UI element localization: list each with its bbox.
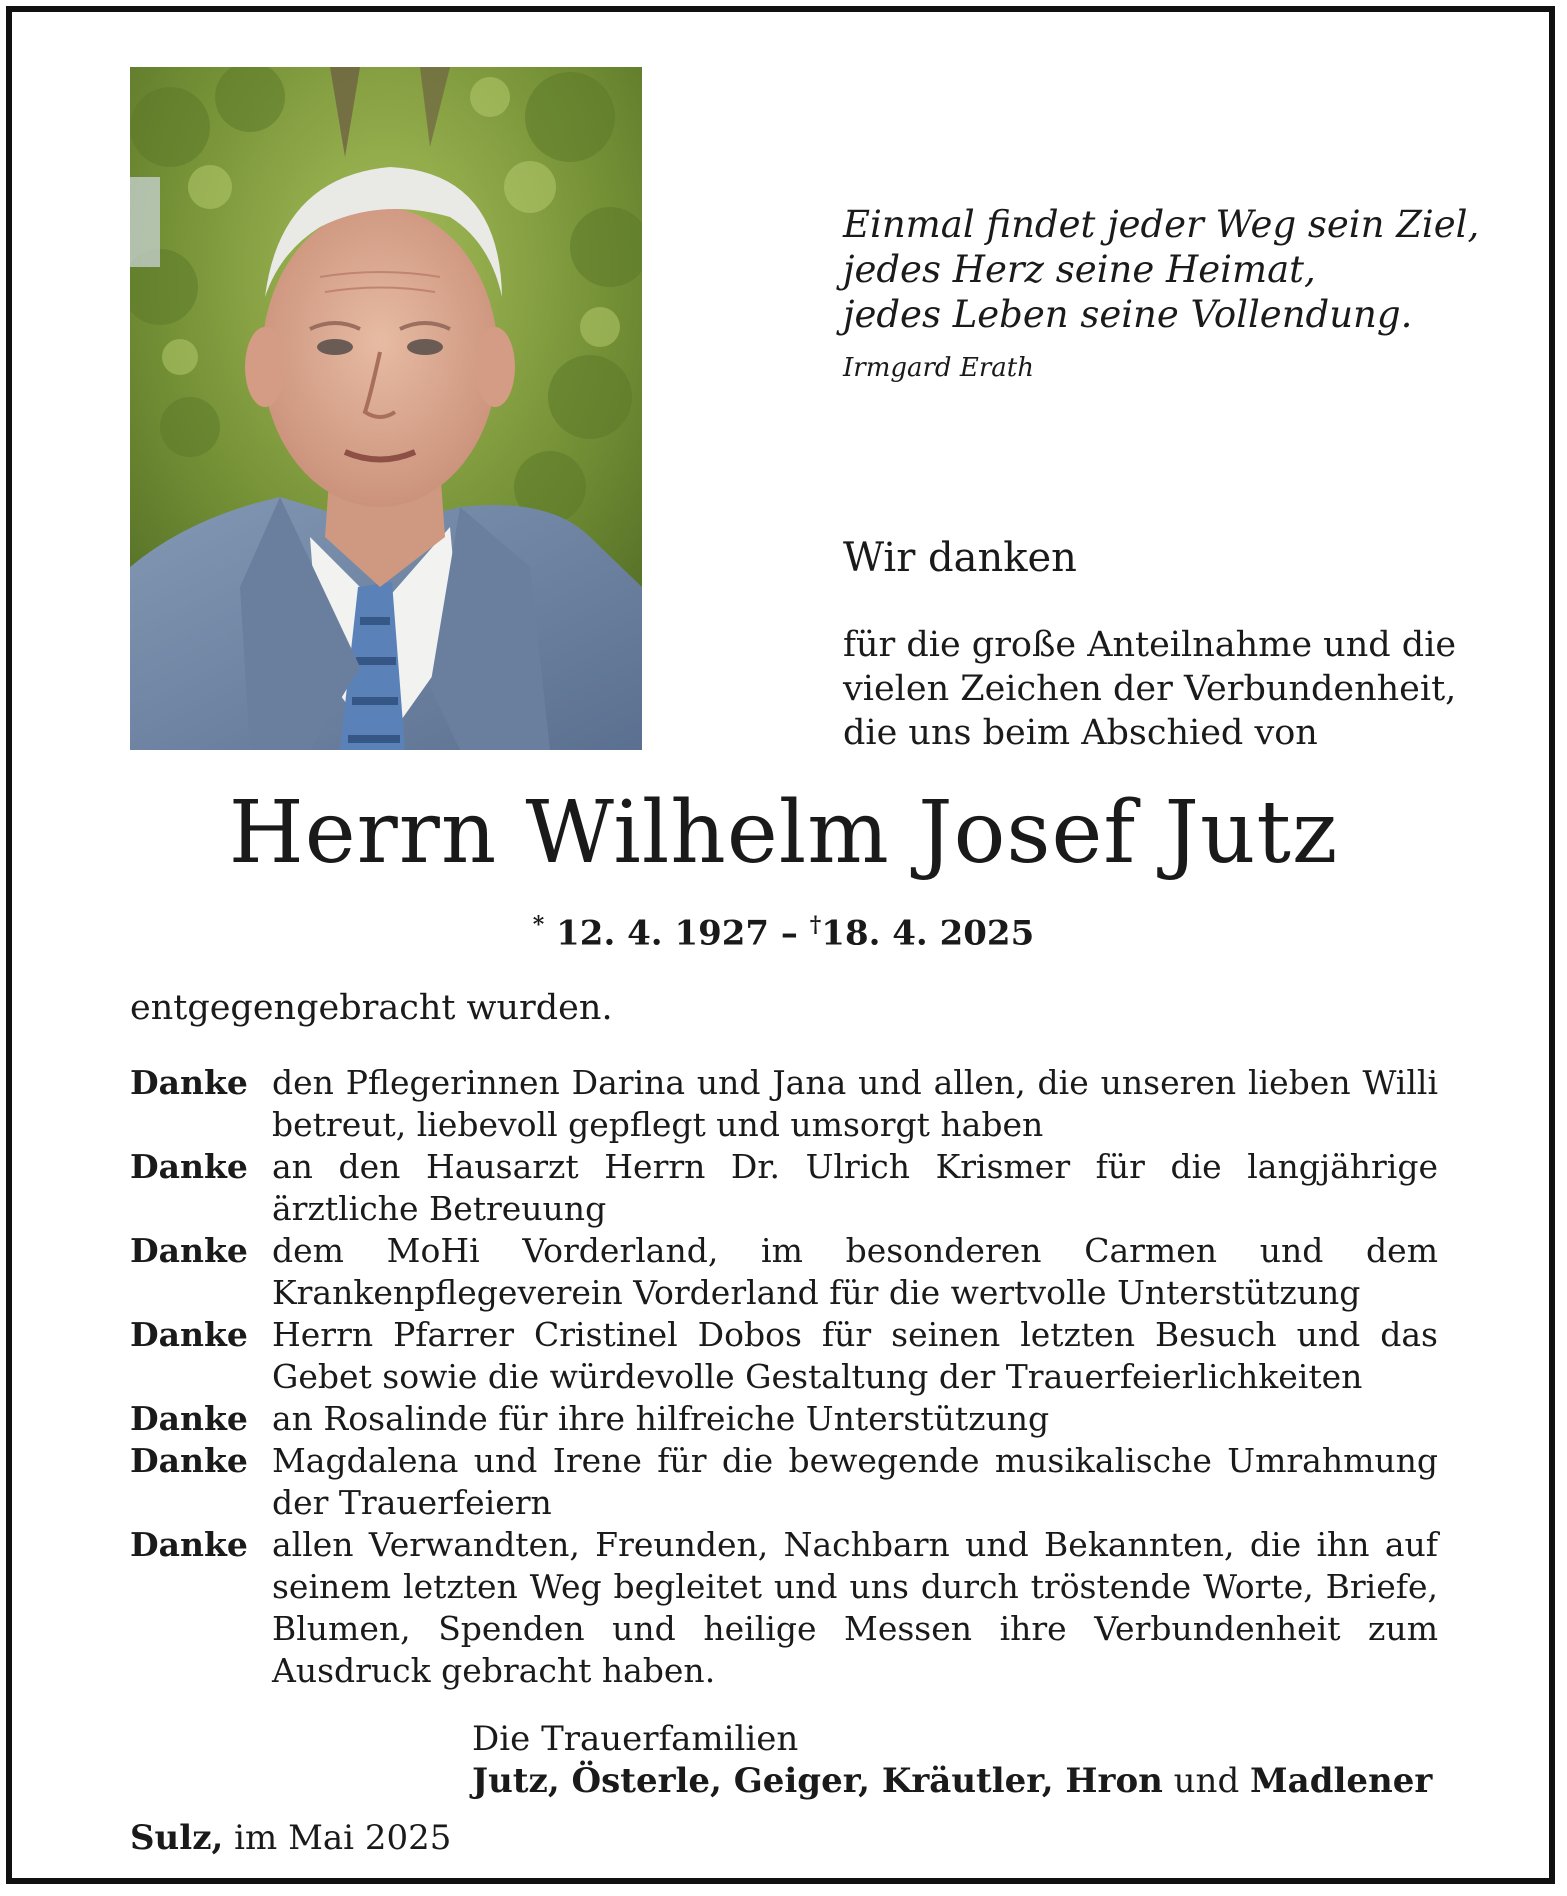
death-date: 18. 4. 2025 [821,913,1035,954]
danke-item [130,1062,1438,1146]
danke-text: Magdalena und Irene für die bewegende musikalische Umrahmung der Trauerfeiern [272,1441,1438,1522]
families-label: Die Trauerfamilien [472,1719,799,1759]
place-date [130,1818,451,1858]
thanks-intro-line: die uns beim Abschied von [843,713,1318,753]
accompany-text: entgegengebracht wurden. [130,988,613,1028]
danke-word: Danke [130,1063,248,1102]
danke-word: Danke [130,1399,248,1438]
poem-author: Irmgard Erath [843,353,1034,383]
danke-text: Herrn Pfarrer Cristinel Dobos für seinen letzten Besuch und das Gebet sowie die würdevolle Gestaltung der Trauerfeierlichkeiten [272,1315,1438,1396]
birth-date: 12. 4. 1927 [556,913,770,954]
families-names: Jutz, Österle, Geiger, Kräutler, Hron [472,1761,1163,1801]
life-dates [0,912,1567,953]
danke-word: Danke [130,1315,248,1354]
poem-line: jedes Leben seine Vollendung. [843,293,1413,336]
danke-word: Danke [130,1441,248,1480]
portrait-photo [130,67,642,750]
danke-word: Danke [130,1231,248,1270]
thanks-intro-line: für die große Anteilnahme und die [843,625,1457,665]
date: im Mai 2025 [234,1818,452,1858]
poem-line: Einmal findet jeder Weg sein Ziel, [843,203,1480,246]
thanks-intro [843,623,1456,755]
deceased-name: Herrn Wilhelm Josef Jutz [228,783,1339,883]
thanks-intro-line: vielen Zeichen der Verbundenheit, [843,669,1457,709]
danke-text: dem MoHi Vorderland, im besonderen Carmen und dem Krankenpflegeverein Vorderland für die wertvolle Unterstützung [272,1231,1438,1312]
thanks-heading: Wir danken [843,535,1077,581]
families-names-line [472,1760,1432,1802]
families-last-name: Madlener [1250,1761,1433,1801]
danke-item [130,1524,1438,1692]
danke-item [130,1440,1438,1524]
danke-word: Danke [130,1525,248,1564]
poem [843,202,1479,383]
danke-item [130,1314,1438,1398]
families-conjunction: und [1173,1761,1240,1801]
danke-item [130,1230,1438,1314]
danke-item [130,1398,1438,1440]
date-separator: – [780,913,798,954]
families-signature [472,1718,1432,1802]
place: Sulz, [130,1818,224,1858]
danke-text: den Pflegerinnen Darina und Jana und allen, die unseren lieben Willi betreut, liebevoll gepflegt und umsorgt haben [272,1063,1438,1144]
death-symbol: † [809,912,822,938]
danke-list [130,1062,1438,1692]
danke-text: an den Hausarzt Herrn Dr. Ulrich Krismer für die langjährige ärztliche Betreuung [272,1147,1438,1228]
danke-text: allen Verwandten, Freunden, Nachbarn und Bekannten, die ihn auf seinem letzten Weg begleitet und uns durch tröstende Worte, Briefe, Blumen, Spenden und heilige Messen ihre Verbundenheit zum Ausdruck gebracht haben. [272,1525,1438,1690]
danke-item [130,1146,1438,1230]
danke-text: an Rosalinde für ihre hilfreiche Unterstützung [272,1399,1050,1438]
danke-word: Danke [130,1147,248,1186]
birth-symbol: * [532,912,545,938]
poem-line: jedes Herz seine Heimat, [843,248,1316,291]
